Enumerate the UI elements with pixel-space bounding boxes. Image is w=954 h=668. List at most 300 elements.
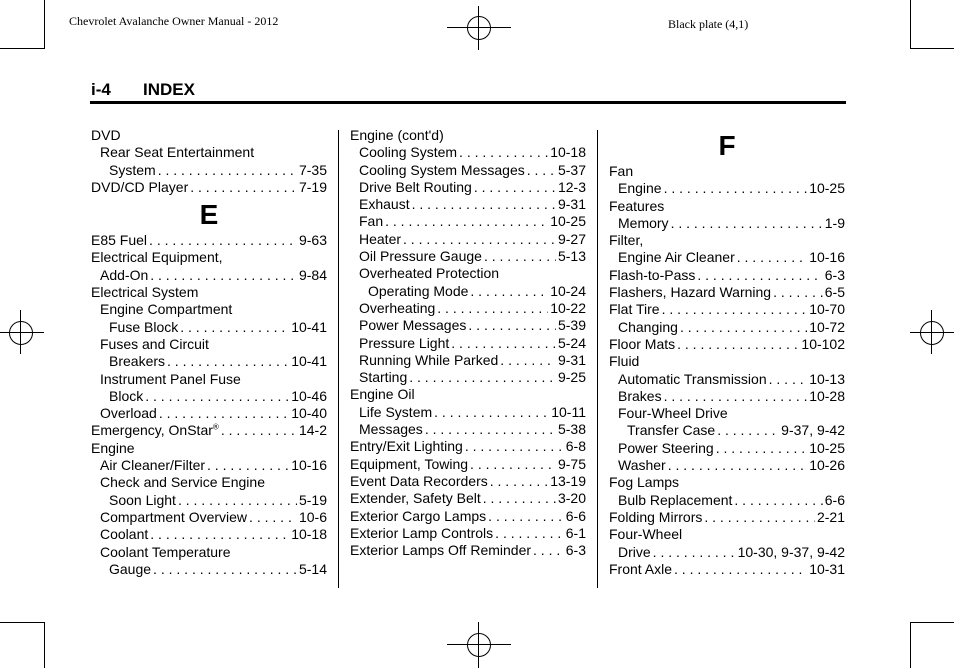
dot-leader: [149, 232, 297, 249]
page-reference: 7-35: [298, 161, 327, 178]
index-term: [618, 371, 767, 388]
index-term: [100, 457, 205, 474]
dot-leader: [773, 284, 823, 301]
crop-mark-bottom-right-h: [910, 622, 954, 623]
header-plate-info: Black plate (4,1): [668, 17, 749, 31]
dot-leader: [465, 438, 564, 455]
index-term-text: Four-Wheel: [609, 526, 683, 543]
index-term-text: Floor Mats: [609, 335, 676, 352]
index-term-text: Equipment, Towing: [350, 455, 469, 472]
index-term-text: E85 Fuel: [91, 232, 148, 249]
page-reference: 10-16: [809, 249, 845, 266]
index-heading: [91, 144, 327, 161]
index-term-text: DVD/CD Player: [91, 178, 189, 195]
index-term-text: Oil Pressure Gauge: [359, 248, 482, 265]
page-reference: 6-6: [565, 507, 586, 524]
index-heading: [350, 265, 586, 282]
index-column-1: [91, 127, 327, 578]
page-reference: 14-2: [298, 422, 327, 439]
index-term: [359, 196, 410, 213]
index-term-text: Fan: [609, 163, 634, 179]
dot-leader: [680, 319, 807, 336]
index-term: [618, 319, 678, 336]
index-term: [91, 440, 135, 457]
index-term: [91, 422, 219, 439]
index-term: [350, 525, 493, 542]
index-term: [91, 249, 223, 266]
index-entry: [350, 352, 586, 369]
page-reference: 10-72: [809, 318, 845, 335]
dot-leader: [409, 369, 556, 386]
dot-leader: [734, 492, 822, 509]
index-term: [100, 336, 209, 353]
dot-leader: [717, 422, 779, 439]
index-entry: [350, 335, 586, 352]
index-entry: [350, 490, 586, 507]
index-term-text: Flashers, Hazard Warning: [609, 284, 772, 301]
index-term: [350, 127, 444, 144]
dot-leader: [668, 457, 807, 474]
dot-leader: [150, 267, 297, 284]
dot-leader: [145, 388, 289, 405]
index-entry: [350, 525, 586, 542]
index-term: [100, 144, 254, 161]
index-term: [609, 198, 664, 215]
index-term-text: Flash-to-Pass: [609, 266, 696, 283]
index-term: [350, 490, 481, 507]
index-term-text: Exhaust: [359, 196, 410, 213]
page-reference: 5-37: [557, 161, 586, 178]
index-term-text: Event Data Recorders: [350, 472, 488, 489]
index-term-text: Engine Compartment: [100, 301, 233, 318]
index-entry: [91, 526, 327, 543]
dot-leader: [697, 267, 822, 284]
index-term-text: Filter,: [609, 232, 644, 249]
index-term: [359, 162, 525, 179]
column-divider-2: [597, 130, 598, 588]
page-reference: 10-18: [550, 144, 586, 161]
index-entry: [609, 422, 845, 439]
page-reference: 9-27: [557, 230, 586, 247]
index-entry: [609, 215, 845, 232]
registration-mark-left: [0, 310, 44, 354]
dot-leader: [737, 249, 807, 266]
index-term: [359, 144, 457, 161]
index-entry: [91, 422, 327, 439]
index-term: [100, 371, 241, 388]
registration-mark-right: [910, 310, 954, 354]
index-term: [359, 404, 432, 421]
index-term: [350, 438, 463, 455]
index-term-text: Instrument Panel Fuse: [100, 370, 241, 387]
dot-leader: [249, 509, 297, 526]
index-term: [609, 284, 771, 301]
index-term: [100, 509, 247, 526]
page-reference: 7-19: [298, 178, 327, 195]
index-term-text: Electrical Equipment,: [91, 249, 223, 266]
index-term-text: Heater: [359, 230, 402, 247]
dot-leader: [484, 248, 556, 265]
index-term: [618, 440, 714, 457]
dot-leader: [437, 300, 548, 317]
dot-leader: [674, 561, 807, 578]
index-entry: [350, 473, 586, 490]
dot-leader: [178, 492, 297, 509]
index-term-text: Starting: [359, 369, 408, 386]
index-term-text: Gauge: [109, 560, 152, 577]
index-term: [609, 509, 702, 526]
index-term: [618, 249, 735, 266]
page-reference: 10-41: [291, 318, 327, 335]
index-term: [609, 353, 639, 370]
page-reference: 5-19: [298, 491, 327, 508]
index-entry: [350, 404, 586, 421]
index-term: [618, 180, 662, 197]
index-term: [609, 474, 679, 491]
index-term-text: Drive: [618, 543, 651, 560]
dot-leader: [159, 405, 289, 422]
page-reference: 10-41: [291, 353, 327, 370]
index-term-text: Check and Service Engine: [100, 474, 265, 491]
index-entry: [91, 179, 327, 196]
crop-mark-top-right-v: [910, 0, 911, 49]
section-title: INDEX: [143, 80, 195, 99]
dot-leader: [190, 179, 297, 196]
dot-leader: [483, 490, 556, 507]
dot-leader: [412, 196, 556, 213]
dot-leader: [385, 213, 548, 230]
index-entry: [91, 267, 327, 284]
index-term: [359, 369, 407, 386]
index-entry: [91, 388, 327, 405]
index-term: [100, 526, 148, 543]
index-term-text: Bulb Replacement: [618, 491, 733, 508]
index-heading: [91, 371, 327, 388]
index-term-text: Fuses and Circuit: [100, 335, 209, 352]
index-term: [359, 335, 449, 352]
page-reference: 10-6: [298, 508, 327, 525]
page-reference: 9-84: [298, 266, 327, 283]
page-reference: 10-28: [809, 387, 845, 404]
index-term: [91, 127, 121, 144]
index-entry: [350, 196, 586, 213]
index-entry: [350, 317, 586, 334]
index-term-text: Electrical System: [91, 284, 199, 301]
index-term-text: Fuse Block: [109, 318, 179, 335]
index-heading: [91, 284, 327, 301]
index-term-text: Engine: [618, 180, 662, 197]
page-reference: 12-3: [557, 178, 586, 195]
index-term: [609, 232, 643, 249]
index-entry: [609, 492, 845, 509]
index-term: [359, 352, 498, 369]
index-term-text: Overheating: [359, 299, 436, 316]
index-entry: [91, 457, 327, 474]
index-heading: [350, 127, 586, 144]
dot-leader: [490, 473, 548, 490]
dot-leader: [500, 352, 556, 369]
index-letter-heading: E: [199, 199, 219, 231]
index-term-text: Add-On: [100, 266, 149, 283]
index-heading: [91, 474, 327, 491]
index-heading: [609, 163, 845, 180]
page-reference: 6-1: [565, 524, 586, 541]
index-entry: [609, 336, 845, 353]
dot-leader: [716, 440, 807, 457]
index-entry: [91, 509, 327, 526]
dot-leader: [470, 456, 556, 473]
index-entry: [350, 508, 586, 525]
dot-leader: [677, 336, 799, 353]
index-term-text: Folding Mirrors: [609, 508, 703, 525]
index-term-text: Features: [609, 197, 665, 214]
page-reference: 3-20: [557, 490, 586, 507]
index-term-text: Exterior Lamps Off Reminder: [350, 542, 532, 559]
dot-leader: [207, 457, 289, 474]
index-heading: [609, 526, 845, 543]
page-title: [91, 80, 195, 100]
index-term-text: Air Cleaner/Filter: [100, 457, 206, 474]
page-reference: 6-3: [565, 542, 586, 559]
index-entry: [609, 544, 845, 561]
index-term: [359, 179, 472, 196]
index-column-3: [609, 127, 845, 578]
index-entry: [91, 162, 327, 179]
page-reference: 5-13: [557, 248, 586, 265]
dot-leader: [671, 215, 823, 232]
index-term: [359, 300, 435, 317]
page-reference: 10-24: [550, 282, 586, 299]
index-heading: [350, 386, 586, 403]
page-reference: 10-16: [291, 457, 327, 474]
dot-leader: [434, 404, 549, 421]
index-term-text: Exterior Lamp Controls: [350, 524, 494, 541]
dot-leader: [403, 231, 556, 248]
index-term-text: Entry/Exit Lighting: [350, 438, 463, 455]
index-term: [109, 319, 178, 336]
index-term: [100, 267, 148, 284]
index-entry: [609, 388, 845, 405]
index-term-text: Cooling System Messages: [359, 161, 525, 178]
index-term-text: Engine Oil: [350, 386, 415, 403]
index-term-text: Automatic Transmission: [618, 370, 767, 387]
page-reference: 9-75: [557, 455, 586, 472]
index-heading: [91, 544, 327, 561]
index-letter-heading: F: [718, 130, 736, 161]
index-term: [100, 474, 265, 491]
index-entry: [609, 319, 845, 336]
index-term-text: Flat Tire: [609, 301, 660, 318]
dot-leader: [495, 525, 564, 542]
index-term: [91, 179, 188, 196]
crop-mark-bottom-left-h: [0, 622, 45, 623]
dot-leader: [664, 388, 808, 405]
title-rule: [90, 101, 846, 104]
index-heading: [609, 353, 845, 370]
page-reference: 10-70: [809, 301, 845, 318]
index-entry: [350, 438, 586, 455]
index-term: [618, 388, 662, 405]
index-term: [618, 457, 666, 474]
index-term: [609, 336, 675, 353]
dot-leader: [451, 335, 556, 352]
page-reference: 1-9: [824, 214, 845, 231]
index-term-text: Brakes: [618, 387, 662, 404]
index-term-text: Overheated Protection: [359, 265, 500, 282]
index-term: [350, 542, 531, 559]
index-heading: [609, 474, 845, 491]
page-reference: 9-31: [557, 196, 586, 213]
index-term: [359, 213, 383, 230]
index-heading: [91, 336, 327, 353]
index-term: [627, 422, 715, 439]
index-entry: [91, 353, 327, 370]
page-reference: 10-18: [291, 526, 327, 543]
index-term: [109, 561, 151, 578]
page-reference: 9-31: [557, 351, 586, 368]
index-entry: [609, 284, 845, 301]
index-entry: [350, 283, 586, 300]
page-reference: 10-102: [801, 335, 845, 352]
index-term: [109, 388, 143, 405]
index-entry: [350, 213, 586, 230]
index-term-text: Four-Wheel Drive: [618, 405, 728, 422]
header-manual-title: Chevrolet Avalanche Owner Manual - 2012: [69, 14, 279, 28]
dot-leader: [470, 283, 548, 300]
page-reference: 5-14: [298, 560, 327, 577]
index-entry: [609, 440, 845, 457]
index-term-text: Running While Parked: [359, 351, 499, 368]
index-term: [350, 386, 415, 403]
dot-leader: [425, 421, 556, 438]
index-term-text: Memory: [618, 214, 669, 231]
page-reference: 10-13: [809, 370, 845, 387]
index-term-text: Rear Seat Entertainment: [100, 144, 255, 161]
registered-mark: ®: [212, 422, 219, 432]
index-term-text: Fluid: [609, 353, 640, 370]
index-heading: [91, 249, 327, 266]
index-term: [618, 544, 651, 561]
dot-leader: [180, 319, 289, 336]
index-term: [350, 473, 488, 490]
index-entry: [91, 561, 327, 578]
index-term: [109, 353, 165, 370]
index-heading: [609, 405, 845, 422]
index-entry: [350, 231, 586, 248]
index-entry: [350, 248, 586, 265]
page-reference: 5-38: [557, 421, 586, 438]
index-entry: [609, 180, 845, 197]
index-entry: [350, 421, 586, 438]
index-term: [359, 231, 401, 248]
index-entry: [350, 162, 586, 179]
index-term: [359, 317, 466, 334]
index-entry: [350, 179, 586, 196]
index-entry: [91, 405, 327, 422]
dot-leader: [769, 371, 808, 388]
index-term-text: Power Steering: [618, 439, 714, 456]
index-heading: [609, 232, 845, 249]
index-term: [359, 248, 482, 265]
crop-mark-bottom-left-v: [44, 622, 45, 668]
index-term-text: Engine (cont'd): [350, 127, 444, 143]
index-term-text: Cooling System: [359, 144, 458, 161]
page-reference: 9-37, 9-42: [781, 422, 845, 439]
dot-leader: [488, 508, 564, 525]
crop-mark-top-left-v: [44, 0, 45, 49]
dot-leader: [158, 162, 297, 179]
index-entry: [609, 561, 845, 578]
crop-mark-top-left-h: [0, 48, 45, 49]
index-term-text: Changing: [618, 318, 678, 335]
index-term: [609, 561, 672, 578]
index-term-text: Overload: [100, 405, 157, 422]
index-term-text: Front Axle: [609, 560, 673, 577]
index-term-text: Engine Air Cleaner: [618, 249, 735, 266]
index-entry: [350, 144, 586, 161]
index-entry: [350, 456, 586, 473]
index-entry: [350, 542, 586, 559]
index-entry: [350, 300, 586, 317]
page-reference: 5-39: [557, 317, 586, 334]
index-term: [109, 492, 176, 509]
index-term: [368, 283, 468, 300]
index-heading: [91, 127, 327, 144]
page-reference: 10-30, 9-37, 9-42: [737, 543, 845, 560]
index-entry: [91, 492, 327, 509]
index-term-text: Fog Lamps: [609, 474, 680, 491]
index-term-text: Messages: [359, 421, 423, 438]
page-number: i-4: [91, 80, 111, 99]
index-term: [359, 265, 499, 282]
index-term: [618, 405, 728, 422]
index-term: [100, 301, 232, 318]
dot-leader: [153, 561, 297, 578]
index-term-text: Emergency, OnStar: [91, 422, 213, 439]
dot-leader: [474, 179, 556, 196]
index-term-text: Extender, Safety Belt: [350, 490, 481, 507]
dot-leader: [527, 162, 556, 179]
index-term-text: Soon Light: [109, 491, 176, 508]
index-entry: [609, 301, 845, 318]
dot-leader: [662, 301, 808, 318]
index-term-text: Operating Mode: [368, 282, 469, 299]
dot-leader: [167, 353, 289, 370]
index-term: [609, 301, 660, 318]
index-term-text: Block: [109, 387, 144, 404]
page-reference: 10-40: [291, 405, 327, 422]
index-term: [91, 284, 198, 301]
index-entry: [609, 509, 845, 526]
index-term-text: Drive Belt Routing: [359, 178, 472, 195]
dot-leader: [704, 509, 815, 526]
dot-leader: [221, 422, 297, 439]
index-entry: [609, 267, 845, 284]
index-term: [609, 163, 633, 180]
index-term: [350, 456, 468, 473]
index-term-text: DVD: [91, 127, 121, 143]
index-entry: [609, 457, 845, 474]
index-entry: [350, 369, 586, 386]
dot-leader: [533, 542, 564, 559]
index-entry: [91, 232, 327, 249]
index-term: [350, 508, 486, 525]
index-term: [109, 162, 156, 179]
index-term-text: Breakers: [109, 353, 166, 370]
page-reference: 10-25: [550, 213, 586, 230]
registration-mark-bottom: [447, 622, 511, 668]
index-term: [91, 232, 147, 249]
